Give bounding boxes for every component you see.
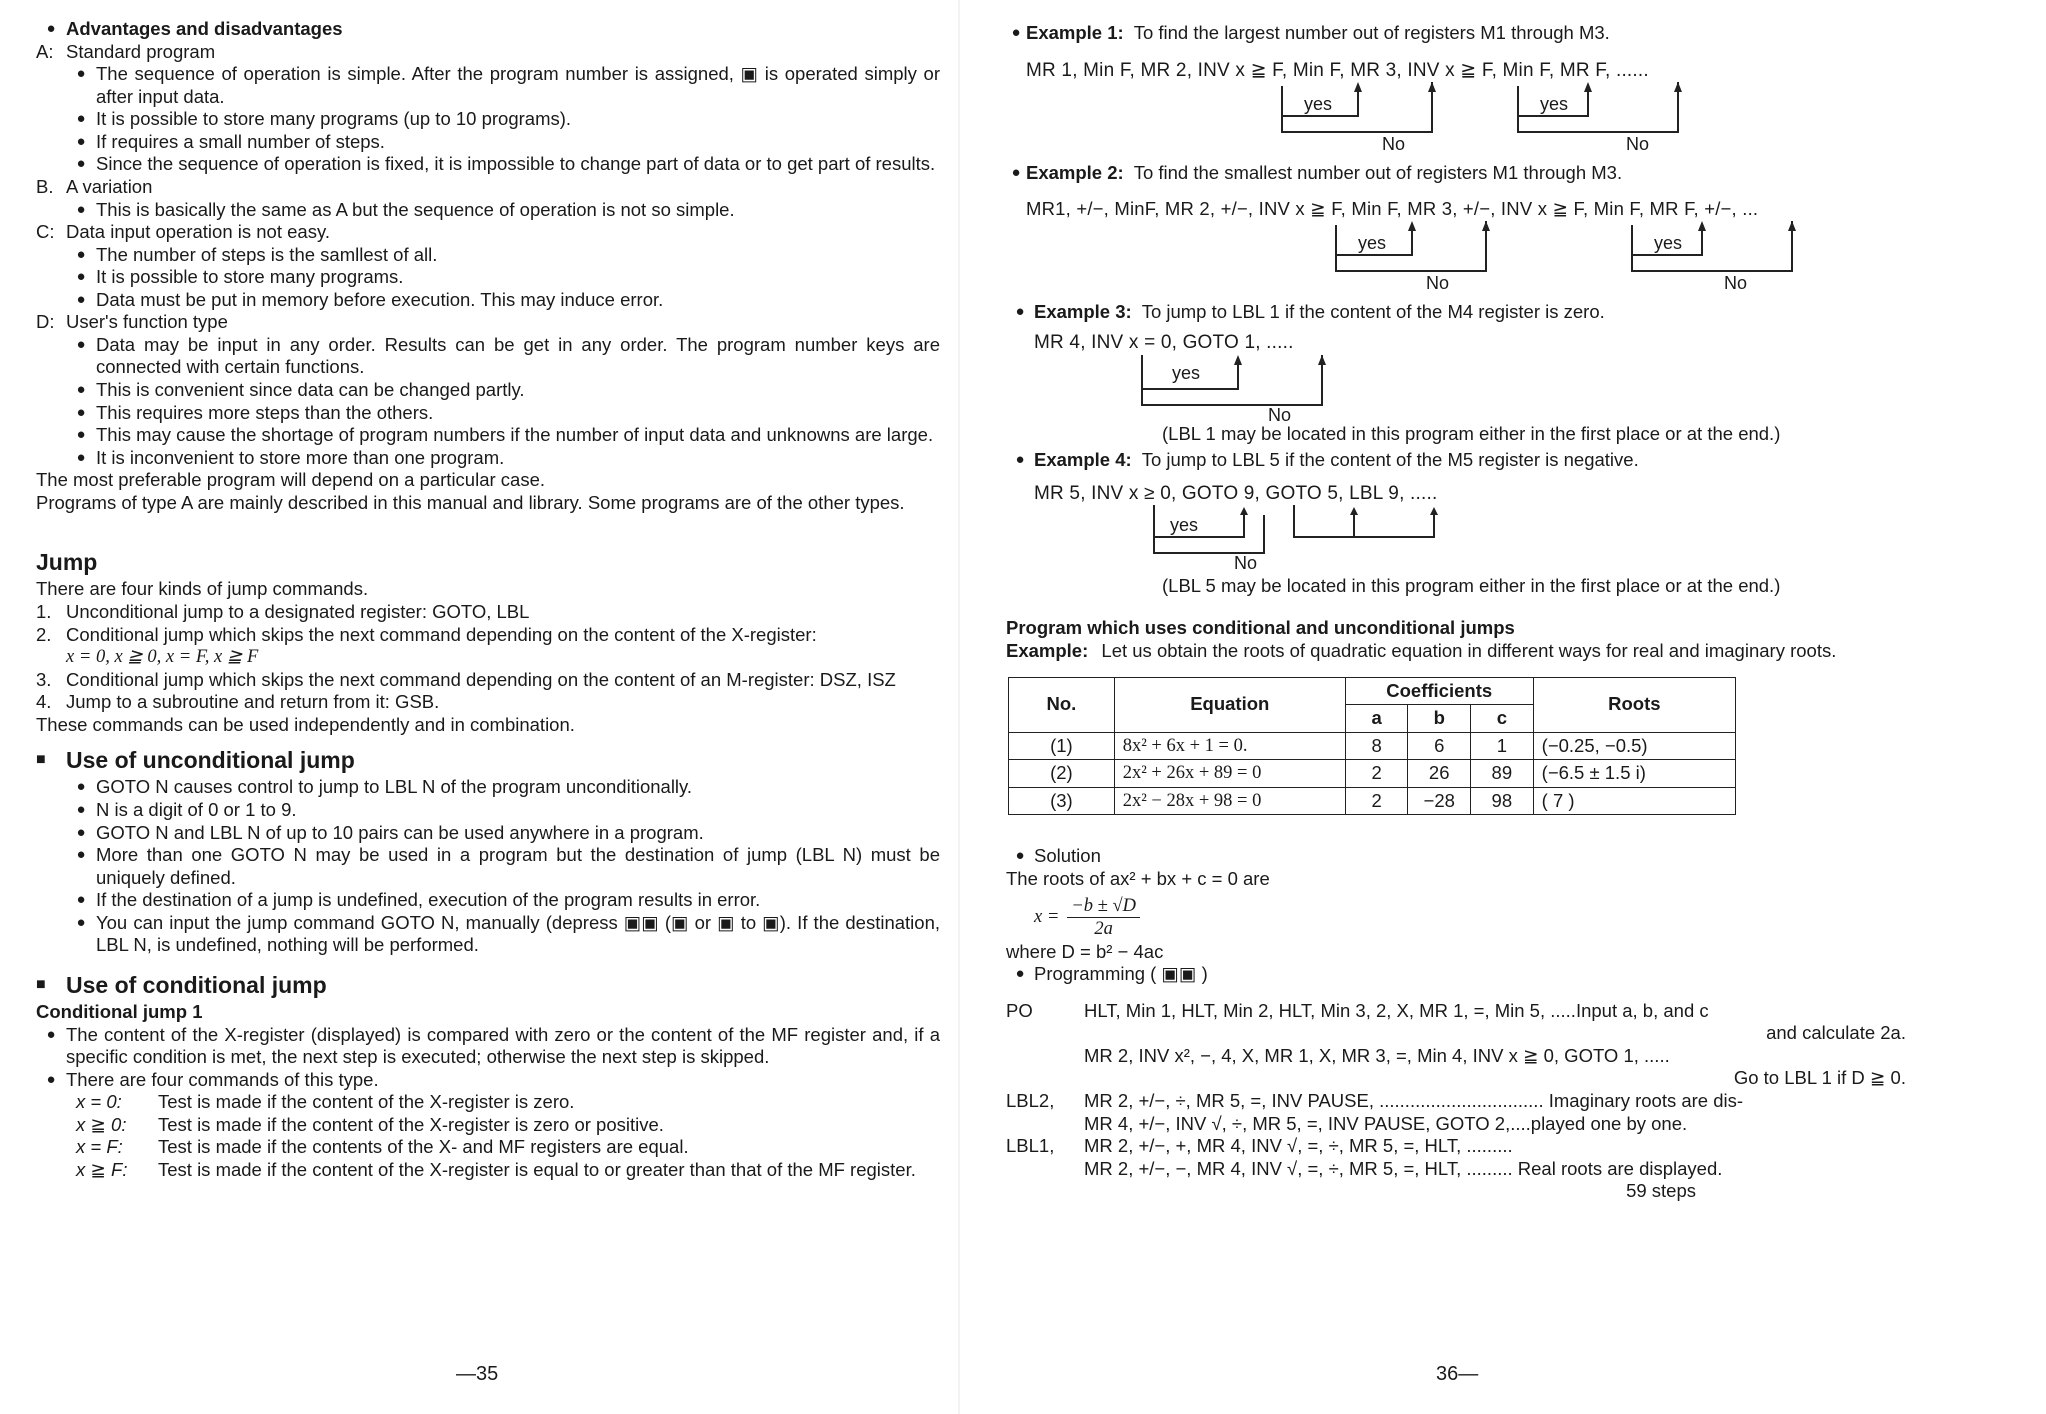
example-description: To jump to LBL 5 if the content of the M5 register is negative.	[1141, 449, 1639, 471]
list-item	[36, 108, 940, 131]
solution-label: Solution	[1034, 845, 1101, 867]
formula-fraction	[1067, 895, 1140, 941]
conditional-jump-1-heading: Conditional jump 1	[36, 1000, 203, 1022]
jump-kinds-list	[36, 601, 940, 714]
bullet-icon: ●	[76, 913, 86, 931]
condition-key: x = 0:	[76, 1091, 122, 1113]
conditional-jump-heading-row	[36, 971, 940, 999]
example-3-sequence: MR 4, INV x = 0, GOTO 1, .....	[1034, 332, 1294, 354]
condition-description: Test is made if the content of the X-register is zero or positive.	[158, 1113, 664, 1135]
table-cell-c: 98	[1471, 787, 1534, 815]
program-types-text: Programs of type A are mainly described in this manual and library. Some programs are of the other types.	[36, 491, 905, 513]
table-cell-c: 1	[1471, 732, 1534, 760]
table-row	[1009, 760, 1736, 788]
bullet-icon: ●	[46, 1025, 56, 1043]
quadratic-coefficients-table	[1008, 677, 1736, 816]
flow-yes-label: yes	[1304, 93, 1333, 114]
bullet-icon: ●	[1015, 847, 1025, 865]
jump-kind-number: 1.	[36, 600, 52, 622]
flow-yes-label: yes	[1172, 362, 1201, 383]
list-item	[36, 131, 940, 154]
list-item	[66, 776, 940, 799]
section-heading	[36, 221, 940, 244]
section-label: D:	[36, 311, 55, 333]
condition-test	[36, 1159, 940, 1182]
example-4-sequence: MR 5, INV x ≥ 0, GOTO 9, GOTO 5, LBL 9, .....	[1034, 482, 1438, 504]
program-example-label: Example:	[1006, 640, 1089, 662]
example-label: Example 2:	[1026, 161, 1124, 183]
list-item	[36, 334, 940, 379]
table-cell-b: 6	[1408, 732, 1471, 760]
program-listing	[1006, 1000, 1906, 1181]
list-item-text: The number of steps is the samllest of all.	[96, 243, 438, 265]
list-item	[66, 844, 940, 889]
bullet-icon: ●	[76, 200, 86, 218]
program-label	[1006, 1158, 1084, 1181]
bullet-icon: ●	[76, 846, 86, 864]
unconditional-jump-list	[36, 776, 940, 957]
jump-kind-number: 3.	[36, 668, 52, 690]
quadratic-formula	[1034, 895, 1906, 941]
program-code: MR 2, +/−, +, MR 4, INV √, =, ÷, MR 5, =, HLT, .........	[1084, 1135, 1513, 1157]
list-item	[36, 199, 940, 222]
column-header-a: a	[1345, 705, 1408, 733]
program-line	[1006, 1113, 1906, 1136]
list-item	[66, 822, 940, 845]
list-item-text: It is possible to store many programs (up to 10 programs).	[96, 108, 572, 130]
section-title: Standard program	[66, 40, 216, 62]
flow-no-label: No	[1382, 133, 1406, 154]
list-item-text: GOTO N causes control to jump to LBL N of the program unconditionally.	[96, 776, 693, 798]
column-header-coefficients: Coefficients	[1345, 677, 1533, 705]
condition-description: Test is made if the content of the X-register is equal to or greater than that of the MF register.	[158, 1158, 916, 1180]
table-cell-eq: 2x² + 26x + 89 = 0	[1114, 760, 1345, 788]
bullet-icon: ●	[76, 778, 86, 796]
jump-kind-item	[36, 669, 940, 692]
flow-yes-label: yes	[1170, 514, 1199, 535]
program-types-list	[36, 41, 940, 470]
bullet-icon: ●	[76, 403, 86, 421]
section-label: A:	[36, 40, 54, 62]
list-item	[36, 447, 940, 470]
table-cell-no: (3)	[1009, 787, 1115, 815]
program-example-paragraph	[1006, 640, 1906, 663]
example-2-sequence: MR1, +/−, MinF, MR 2, +/−, INV x ≧ F, Min F, MR 3, +/−, INV x ≧ F, Min F, MR F, +/−, ...	[1026, 198, 1759, 220]
right-page	[1006, 18, 1906, 1398]
bullet-icon: ●	[76, 426, 86, 444]
condition-test	[36, 1091, 940, 1114]
conditional-jump-1-list	[36, 1024, 940, 1092]
example-4	[1006, 449, 1906, 472]
formula-denominator: 2a	[1094, 919, 1113, 940]
left-page	[36, 18, 940, 1398]
bullet-icon: ●	[46, 1070, 56, 1088]
section-heading	[36, 311, 940, 334]
table-cell-b: 26	[1408, 760, 1471, 788]
condition-key: x = F:	[76, 1136, 123, 1158]
list-item	[36, 266, 940, 289]
unconditional-jump-heading: Use of unconditional jump	[66, 747, 355, 774]
list-item-text: It is possible to store many programs.	[96, 266, 404, 288]
column-header-c: c	[1471, 705, 1534, 733]
section-title: A variation	[66, 175, 153, 197]
jump-kind-item	[36, 691, 940, 714]
bullet-icon: ●	[1011, 24, 1021, 41]
program-line	[1006, 1000, 1906, 1023]
program-label: LBL2,	[1006, 1090, 1055, 1112]
example-2-flow-diagram	[1336, 221, 1976, 293]
condition-test	[36, 1136, 940, 1159]
bullet-icon: ●	[76, 268, 86, 286]
program-code: MR 2, +/−, −, MR 4, INV √, =, ÷, MR 5, =, HLT, ......... Real roots are displayed.	[1084, 1157, 1723, 1179]
list-item-text: Since the sequence of operation is fixed, it is impossible to change part of data or to get part of results.	[96, 153, 936, 175]
program-line	[1006, 1045, 1906, 1068]
list-item-text: The content of the X-register (displayed) is compared with zero or the content of the MF register and, if a specific condition is met, the next step is executed; otherwise the next step is skipped.	[66, 1023, 940, 1068]
bullet-icon: ●	[76, 335, 86, 353]
table-cell-c: 89	[1471, 760, 1534, 788]
table-body	[1009, 732, 1736, 815]
jump-kind-text: Jump to a subroutine and return from it: GSB.	[66, 691, 440, 713]
preferable-program-text: The most preferable program will depend on a particular case.	[36, 469, 546, 491]
bullet-icon: ●	[76, 110, 86, 128]
flow-no-label: No	[1724, 272, 1748, 293]
example-label: Example 1:	[1026, 22, 1124, 43]
table-cell-roots: (−6.5 ± 1.5 i)	[1533, 760, 1735, 788]
flow-branch-1	[1282, 82, 1436, 154]
example-4-note: (LBL 5 may be located in this program either in the first place or at the end.)	[1162, 574, 1781, 596]
example-description: To find the largest number out of registers M1 through M3.	[1133, 22, 1610, 43]
column-header-b: b	[1408, 705, 1471, 733]
programming-label: Programming ( ▣▣ )	[1034, 963, 1208, 985]
example-4-flow-diagram	[1154, 505, 1484, 573]
bullet-icon: ●	[76, 381, 86, 398]
list-item	[36, 289, 940, 312]
bullet-icon: ●	[76, 155, 86, 173]
jump-intro: There are four kinds of jump commands.	[36, 578, 369, 600]
section-heading	[36, 176, 940, 199]
column-header-no: No.	[1009, 677, 1115, 732]
program-code: HLT, Min 1, HLT, Min 2, HLT, Min 3, 2, X, MR 1, =, Min 5, .....Input a, b, and c	[1084, 999, 1709, 1021]
program-line	[1006, 1090, 1906, 1113]
jump-kind-text: Unconditional jump to a designated register: GOTO, LBL	[66, 600, 530, 622]
condition-test	[36, 1114, 940, 1137]
list-item-text: This is convenient since data can be changed partly.	[96, 379, 525, 400]
list-item-text: N is a digit of 0 or 1 to 9.	[96, 798, 297, 820]
bullet-icon: ●	[76, 823, 86, 841]
conditional-jump-heading: Use of conditional jump	[66, 971, 327, 998]
bullet-icon: ●	[1015, 451, 1025, 469]
program-code: MR 2, INV x², −, 4, X, MR 1, X, MR 3, =, Min 4, INV x ≧ 0, GOTO 1, .....	[1084, 1044, 1670, 1066]
program-line	[1006, 1135, 1906, 1158]
square-bullet-icon: ■	[36, 975, 46, 993]
list-item	[36, 153, 940, 176]
square-bullet-icon: ■	[36, 751, 46, 769]
example-description: To find the smallest number out of registers M1 through M3.	[1133, 161, 1623, 183]
program-code: MR 4, +/−, INV √, ÷, MR 5, =, INV PAUSE, GOTO 2,....played one by one.	[1084, 1112, 1688, 1134]
list-item-text: This requires more steps than the others.	[96, 401, 434, 423]
flow-no-label: No	[1426, 272, 1450, 293]
example-3	[1006, 301, 1906, 324]
program-example-text: Let us obtain the roots of quadratic equation in different ways for real and imaginary roots.	[1101, 640, 1837, 662]
table-cell-a: 2	[1345, 787, 1408, 815]
condition-key: x ≧ 0:	[76, 1113, 127, 1135]
bullet-icon: ●	[76, 800, 86, 818]
flow-no-label: No	[1626, 133, 1650, 154]
list-item	[66, 912, 940, 957]
bullet-icon: ●	[46, 20, 56, 37]
jump-kind-item	[36, 646, 940, 669]
bullet-icon: ●	[76, 65, 86, 83]
condition-description: Test is made if the contents of the X- and MF registers are equal.	[158, 1136, 689, 1158]
program-line	[1006, 1067, 1906, 1090]
table-cell-a: 8	[1345, 732, 1408, 760]
list-item-text: Data may be input in any order. Results can be get in any order. The program number keys are connected with certain functions.	[96, 333, 940, 378]
flow-branch-2	[1518, 82, 1682, 154]
table-cell-no: (1)	[1009, 732, 1115, 760]
bullet-icon: ●	[1015, 302, 1025, 320]
book-gutter	[958, 0, 960, 1414]
list-item-text: This is basically the same as A but the sequence of operation is not so simple.	[96, 198, 735, 220]
table-cell-roots: (−0.25, −0.5)	[1533, 732, 1735, 760]
flow-no-label: No	[1234, 552, 1258, 573]
list-item-text: There are four commands of this type.	[66, 1068, 379, 1090]
program-label: LBL1,	[1006, 1135, 1055, 1157]
list-item	[36, 1024, 940, 1069]
list-item	[36, 424, 940, 447]
program-label	[1006, 1022, 1084, 1045]
list-item	[36, 402, 940, 425]
programming-heading-row	[1006, 963, 1906, 986]
example-1-sequence: MR 1, Min F, MR 2, INV x ≧ F, Min F, MR 3, INV x ≧ F, Min F, MR F, ......	[1026, 59, 1649, 81]
page-number-left: —35	[456, 1362, 499, 1385]
bullet-icon: ●	[76, 132, 86, 150]
example-label: Example 4:	[1034, 449, 1132, 471]
program-jumps-heading: Program which uses conditional and unconditional jumps	[1006, 617, 1515, 639]
column-header-equation: Equation	[1114, 677, 1345, 732]
list-item	[36, 244, 940, 267]
discriminant-line: where D = b² − 4ac	[1006, 940, 1164, 962]
program-line	[1006, 1158, 1906, 1181]
program-code: and calculate 2a.	[1766, 1022, 1906, 1044]
unconditional-jump-heading-row	[36, 746, 940, 774]
flow-no-label: No	[1268, 404, 1292, 425]
column-header-roots: Roots	[1533, 677, 1735, 732]
jump-kind-item	[36, 601, 940, 624]
flow-branch-1	[1336, 221, 1490, 293]
list-item	[36, 379, 940, 402]
flow-yes-label: yes	[1358, 232, 1387, 253]
table-row	[1009, 732, 1736, 760]
example-2	[1006, 162, 1906, 185]
table-cell-roots: ( 7 )	[1533, 787, 1735, 815]
table-cell-eq: 2x² − 28x + 98 = 0	[1114, 787, 1345, 815]
table-cell-b: −28	[1408, 787, 1471, 815]
example-3-flow-diagram	[1142, 355, 1342, 425]
list-item-text: The sequence of operation is simple. After the program number is assigned, ▣ is operated simply or after input data.	[96, 63, 940, 107]
program-line	[1006, 1022, 1906, 1045]
formula-numerator: −b ± √D	[1067, 895, 1140, 919]
section-title: Data input operation is not easy.	[66, 221, 330, 243]
jump-combination-text: These commands can be used independently and in combination.	[36, 713, 575, 735]
section-label: B.	[36, 175, 54, 197]
bullet-icon: ●	[76, 290, 86, 308]
table-cell-no: (2)	[1009, 760, 1115, 788]
example-3-note: (LBL 1 may be located in this program either in the first place or at the end.)	[1162, 422, 1781, 444]
list-item	[66, 889, 940, 912]
example-1-flow-diagram	[1282, 82, 1922, 154]
jump-kind-number: 4.	[36, 691, 52, 713]
jump-kind-text: Conditional jump which skips the next command depending on the content of the X-register:	[66, 623, 817, 645]
jump-heading: Jump	[36, 549, 98, 576]
section-title: User's function type	[66, 311, 228, 333]
list-item-text: If requires a small number of steps.	[96, 130, 385, 152]
solution-heading-row	[1006, 845, 1906, 868]
bullet-icon: ●	[1011, 163, 1021, 181]
section-label: C:	[36, 221, 55, 243]
advantages-heading-row	[36, 18, 940, 41]
section-heading	[36, 41, 940, 64]
flow-branch-2	[1632, 221, 1796, 293]
program-label	[1006, 1045, 1084, 1068]
list-item-text: It is inconvenient to store more than one program.	[96, 446, 505, 468]
jump-kind-text: Conditional jump which skips the next command depending on the content of an M-register: DSZ, ISZ	[66, 668, 896, 690]
program-code: Go to LBL 1 if D ≧ 0.	[1733, 1067, 1906, 1089]
example-description: To jump to LBL 1 if the content of the M4 register is zero.	[1141, 300, 1605, 322]
table-cell-a: 2	[1345, 760, 1408, 788]
bullet-icon: ●	[76, 448, 86, 466]
list-item	[36, 63, 940, 108]
example-1	[1006, 22, 1906, 45]
program-label: PO	[1006, 999, 1033, 1021]
advantages-heading: Advantages and disadvantages	[66, 18, 343, 39]
list-item	[66, 799, 940, 822]
jump-kind-text: x = 0, x ≧ 0, x = F, x ≧ F	[66, 647, 259, 668]
list-item-text: More than one GOTO N may be used in a program but the destination of jump (LBL N) must be uniquely defined.	[96, 844, 940, 888]
flow-yes-label: yes	[1654, 232, 1683, 253]
bullet-icon: ●	[76, 245, 86, 263]
page-number-right: 36—	[1436, 1362, 1479, 1385]
bullet-icon: ●	[76, 891, 86, 909]
list-item-text: GOTO N and LBL N of up to 10 pairs can be used anywhere in a program.	[96, 821, 704, 843]
program-label	[1006, 1113, 1084, 1136]
example-label: Example 3:	[1034, 300, 1132, 322]
jump-kind-item	[36, 624, 940, 647]
list-item	[36, 1069, 940, 1092]
list-item-text: This may cause the shortage of program numbers if the number of input data and unknowns are large.	[96, 424, 934, 446]
list-item-text: If the destination of a jump is undefined, execution of the program results in error.	[96, 889, 761, 911]
table-row	[1009, 787, 1736, 815]
program-code: MR 2, +/−, ÷, MR 5, =, INV PAUSE, ................................ Imaginary roots are dis-	[1084, 1090, 1744, 1112]
condition-key: x ≧ F:	[76, 1158, 128, 1180]
list-item-text: You can input the jump command GOTO N, manually (depress ▣▣ (▣ or ▣ to ▣). If the destination, LBL N, is undefined, nothing will be performed.	[96, 911, 940, 956]
table-cell-eq: 8x² + 6x + 1 = 0.	[1114, 732, 1345, 760]
list-item-text: Data must be put in memory before execution. This may induce error.	[96, 288, 664, 310]
bullet-icon: ●	[1015, 965, 1025, 983]
formula-lhs: x =	[1034, 907, 1060, 928]
program-label	[1006, 1067, 1084, 1090]
condition-tests-list	[36, 1091, 940, 1181]
roots-line: The roots of ax² + bx + c = 0 are	[1006, 867, 1270, 889]
flow-yes-label: yes	[1540, 93, 1569, 114]
program-steps: 59 steps	[1626, 1180, 1696, 1202]
condition-description: Test is made if the content of the X-register is zero.	[158, 1091, 575, 1113]
jump-kind-number: 2.	[36, 623, 52, 645]
